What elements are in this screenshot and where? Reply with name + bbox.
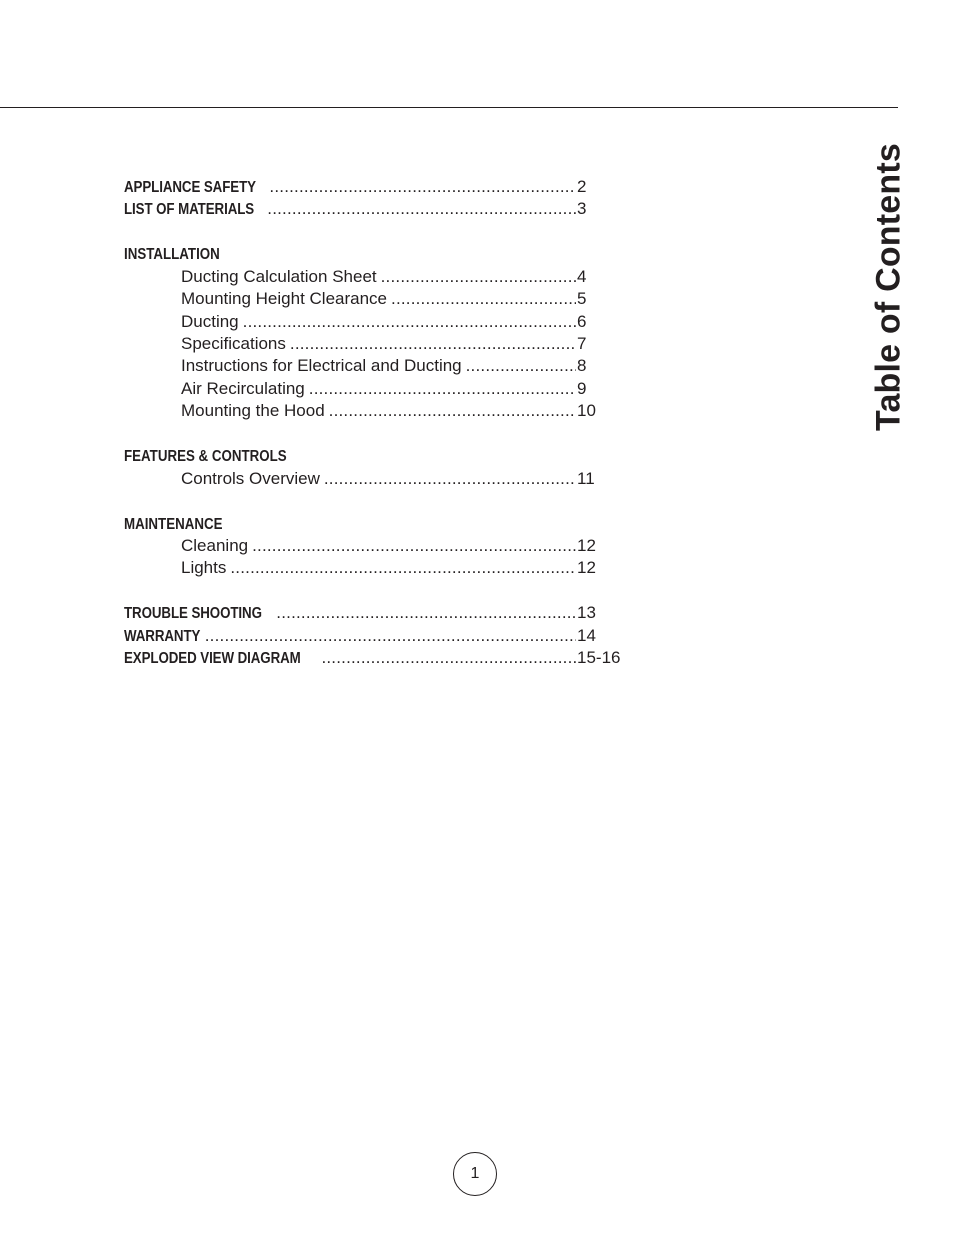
section-heading-features-controls: FEATURES & CONTROLS [124,448,287,465]
toc-entry-label: Mounting the Hood [181,401,325,420]
toc-entry-page: 13 [577,603,596,622]
toc-entry-page: 5 [577,289,587,308]
toc-entry-label: WARRANTY [124,628,201,645]
dot-leader [269,177,576,197]
toc-entry-warranty[interactable] [124,624,576,646]
toc-entry-specifications[interactable] [181,332,576,354]
page-title: Table of Contents [869,143,908,431]
toc-entry-label: EXPLODED VIEW DIAGRAM [124,650,301,667]
toc-entry-label: Ducting Calculation Sheet [181,267,377,286]
toc-entry-trouble-shooting[interactable] [124,601,576,623]
toc-entry-page: 9 [577,379,587,398]
toc-entry-page: 12 [577,558,596,577]
toc-entry-mounting-height-clearance[interactable] [181,287,576,309]
toc-entry-list-of-materials[interactable] [124,197,576,219]
section-heading-installation: INSTALLATION [124,246,220,263]
dot-leader [243,312,576,332]
dot-leader [309,379,576,399]
toc-entry-instructions-electrical-ducting[interactable] [181,354,576,376]
section-heading-maintenance: MAINTENANCE [124,516,223,533]
toc-entry-ducting-calculation-sheet[interactable] [181,265,576,287]
toc-entry-exploded-view-diagram[interactable] [124,646,576,668]
dot-leader [324,469,576,489]
toc-entry-page: 7 [577,334,587,353]
toc-entry-page: 10 [577,401,596,420]
page-number-badge [453,1152,497,1196]
toc-entry-ducting[interactable] [181,310,576,332]
toc-entry-lights[interactable] [181,556,576,578]
toc-entry-label: Instructions for Electrical and Ducting [181,356,462,375]
dot-leader [267,199,576,219]
toc-entry-label: Mounting Height Clearance [181,289,388,308]
toc-entry-appliance-safety[interactable] [124,175,576,197]
toc-entry-page: 14 [577,626,596,645]
dot-leader [321,648,576,668]
toc-entry-page: 11 [577,469,595,488]
dot-leader [466,356,576,376]
dot-leader [252,536,576,556]
toc-entry-label: Cleaning [181,536,249,555]
page-number: 1 [470,1165,480,1182]
toc-entry-page: 15-16 [577,648,621,667]
toc-entry-label: Ducting [181,312,239,331]
toc-entry-label: TROUBLE SHOOTING [124,605,262,622]
toc-entry-label: APPLIANCE SAFETY [124,179,256,196]
dot-leader [391,289,576,309]
toc-entry-page: 8 [577,356,587,375]
toc-entry-label: Specifications [181,334,286,353]
dot-leader [329,401,576,421]
toc-entry-label: Air Recirculating [181,379,305,398]
dot-leader [381,267,576,287]
toc-entry-page: 12 [577,536,596,555]
toc-entry-page: 6 [577,312,587,331]
toc-entry-page: 4 [577,267,587,286]
toc-entry-label: Lights [181,558,227,577]
toc-entry-cleaning[interactable] [181,534,576,556]
dot-leader [230,558,576,578]
dot-leader [205,626,576,646]
toc-entry-page: 3 [577,199,587,218]
toc-entry-page: 2 [577,177,587,196]
toc-entry-controls-overview[interactable] [181,467,576,489]
toc-entry-label: LIST OF MATERIALS [124,201,255,218]
dot-leader [290,334,576,354]
toc-entry-air-recirculating[interactable] [181,377,576,399]
toc-entry-mounting-the-hood[interactable] [181,399,576,421]
toc-entry-label: Controls Overview [181,469,320,488]
dot-leader [276,603,576,623]
